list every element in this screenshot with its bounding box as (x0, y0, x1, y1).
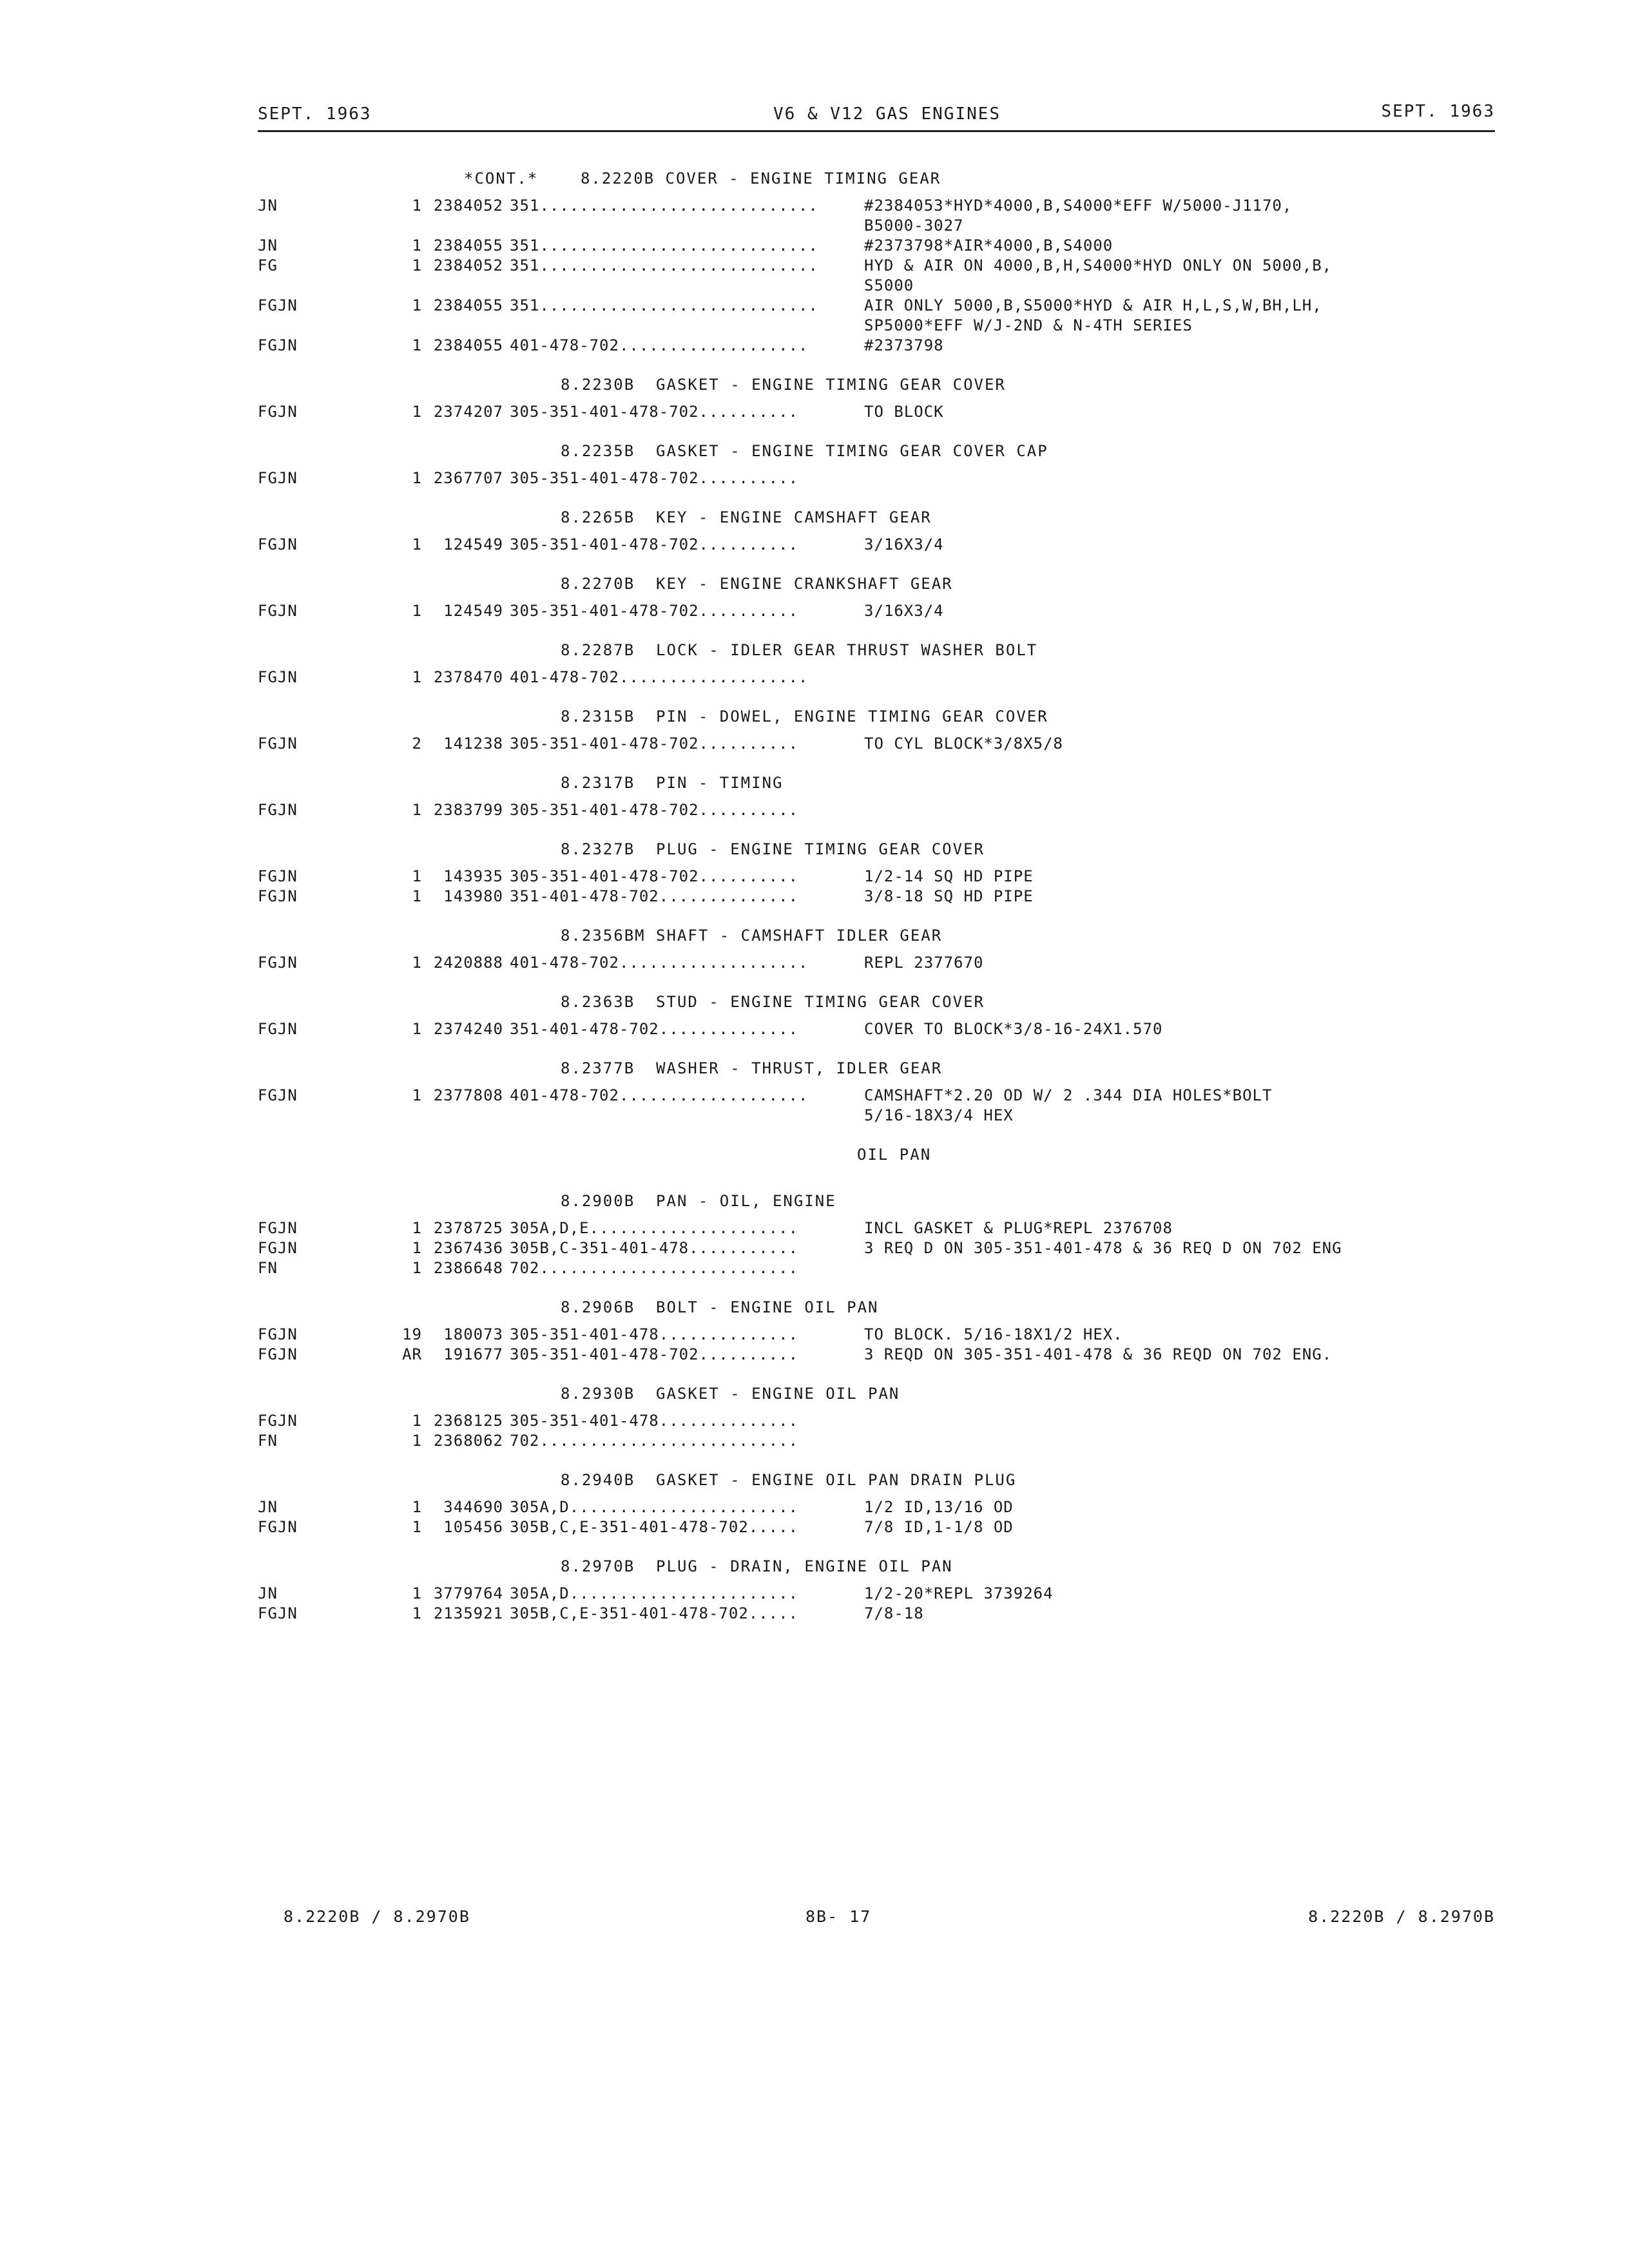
remarks: INCL GASKET & PLUG*REPL 2376708 (864, 1219, 1173, 1237)
parts-group (258, 1086, 1495, 1126)
quantity: 1 (412, 1432, 422, 1450)
application: 305-351-401-478-702.......... (510, 535, 799, 553)
part-row (258, 887, 1495, 907)
remarks: 3/16X3/4 (864, 535, 944, 553)
part-number: 141238 (443, 735, 503, 753)
part-number: 124549 (443, 602, 503, 620)
part-number: 143935 (443, 867, 503, 885)
quantity: 1 (412, 236, 422, 255)
part-row (258, 601, 1495, 621)
model-code: FGJN (258, 887, 298, 905)
model-code: FGJN (258, 801, 298, 819)
part-row (258, 1238, 1495, 1258)
part-row (258, 668, 1495, 687)
quantity: 1 (412, 197, 422, 215)
quantity: 1 (412, 1584, 422, 1602)
part-number: 2135921 (433, 1604, 503, 1622)
part-row (258, 1325, 1495, 1345)
section-heading: 8.2235B GASKET - ENGINE TIMING GEAR COVER CAP (561, 442, 1048, 460)
application: 401-478-702................... (510, 1086, 809, 1104)
remarks-continuation: B5000-3027 (864, 216, 964, 235)
model-code: FG (258, 256, 278, 274)
part-number: 105456 (443, 1518, 503, 1536)
remarks: 3 REQD ON 305-351-401-478 & 36 REQD ON 702 ENG. (864, 1345, 1333, 1363)
section-heading: 8.2265B KEY - ENGINE CAMSHAFT GEAR (561, 508, 932, 526)
application: 305-351-401-478-702.......... (510, 867, 799, 885)
quantity: 1 (412, 887, 422, 905)
remarks: TO BLOCK (864, 403, 944, 421)
model-code: JN (258, 236, 278, 255)
quantity: 1 (412, 801, 422, 819)
quantity: 1 (412, 1412, 422, 1430)
parts-group (258, 1584, 1495, 1624)
model-code: FGJN (258, 668, 298, 686)
quantity: 1 (412, 954, 422, 972)
section-heading: 8.2377B WASHER - THRUST, IDLER GEAR (561, 1059, 943, 1077)
application: 351-401-478-702.............. (510, 1020, 799, 1038)
quantity: 1 (412, 1259, 422, 1277)
application: 702.......................... (510, 1432, 799, 1450)
model-code: FGJN (258, 1219, 298, 1237)
remarks-continuation: 5/16-18X3/4 HEX (864, 1106, 1014, 1124)
model-code: FGJN (258, 1518, 298, 1536)
application: 351............................ (510, 236, 818, 255)
part-row (258, 734, 1495, 754)
part-number: 344690 (443, 1498, 503, 1516)
quantity: 1 (412, 296, 422, 314)
remarks: REPL 2377670 (864, 954, 984, 972)
part-row (258, 1019, 1495, 1039)
part-number: 2378725 (433, 1219, 503, 1237)
part-row (258, 1584, 1495, 1604)
remarks: AIR ONLY 5000,B,S5000*HYD & AIR H,L,S,W,BH,LH, (864, 296, 1322, 314)
part-number: 2384052 (433, 256, 503, 274)
quantity: 1 (412, 1219, 422, 1237)
part-number: 3779764 (433, 1584, 503, 1602)
application: 305-351-401-478-702.......... (510, 801, 799, 819)
part-number: 2367436 (433, 1239, 503, 1257)
page-footer (284, 1907, 1495, 1933)
part-number: 2377808 (433, 1086, 503, 1104)
part-row (258, 800, 1495, 820)
model-code: JN (258, 1584, 278, 1602)
page-number: 8B- 17 (805, 1907, 872, 1926)
quantity: 1 (412, 1604, 422, 1622)
quantity: 1 (412, 1518, 422, 1536)
quantity: AR (402, 1345, 422, 1363)
part-row (258, 953, 1495, 973)
parts-group (258, 1497, 1495, 1537)
remarks (864, 800, 1495, 820)
part-number: 2386648 (433, 1259, 503, 1277)
model-code: FGJN (258, 735, 298, 753)
application: 305B,C,E-351-401-478-702..... (510, 1518, 799, 1536)
application: 305-351-401-478-702.......... (510, 403, 799, 421)
model-code: JN (258, 1498, 278, 1516)
parts-group (258, 867, 1495, 907)
application: 305-351-401-478-702.......... (510, 469, 799, 487)
page-header (258, 102, 1495, 132)
part-number: 2368062 (433, 1432, 503, 1450)
model-code: JN (258, 197, 278, 215)
remarks: 7/8 ID,1-1/8 OD (864, 1518, 1014, 1536)
section-heading: 8.2363B STUD - ENGINE TIMING GEAR COVER (561, 993, 985, 1011)
part-number: 2368125 (433, 1412, 503, 1430)
parts-group (258, 734, 1495, 754)
part-row (258, 1604, 1495, 1624)
header-title: V6 & V12 GAS ENGINES (773, 104, 1001, 124)
remarks: COVER TO BLOCK*3/8-16-24X1.570 (864, 1020, 1163, 1038)
remarks: #2373798*AIR*4000,B,S4000 (864, 236, 1113, 255)
model-code: FGJN (258, 867, 298, 885)
quantity: 19 (402, 1325, 422, 1343)
remarks: 3/16X3/4 (864, 602, 944, 620)
part-row (258, 468, 1495, 488)
part-number: 2420888 (433, 954, 503, 972)
model-code: FGJN (258, 954, 298, 972)
model-code: FGJN (258, 469, 298, 487)
remarks (864, 1258, 1495, 1278)
application: 401-478-702................... (510, 668, 809, 686)
model-code: FN (258, 1259, 278, 1277)
section-heading: 8.2287B LOCK - IDLER GEAR THRUST WASHER BOLT (561, 641, 1038, 659)
parts-group (258, 601, 1495, 621)
remarks: HYD & AIR ON 4000,B,H,S4000*HYD ONLY ON 5000,B, (864, 256, 1333, 274)
section-heading: 8.2327B PLUG - ENGINE TIMING GEAR COVER (561, 840, 985, 858)
application: 305A,D....................... (510, 1498, 799, 1516)
section-heading: 8.2317B PIN - TIMING (561, 774, 784, 792)
section-heading: 8.2930B GASKET - ENGINE OIL PAN (561, 1385, 900, 1403)
application: 305B,C-351-401-478........... (510, 1239, 799, 1257)
part-row (258, 402, 1495, 422)
model-code: FGJN (258, 296, 298, 314)
application: 702.......................... (510, 1259, 799, 1277)
parts-group (258, 402, 1495, 422)
model-code: FGJN (258, 1239, 298, 1257)
section-heading: 8.2315B PIN - DOWEL, ENGINE TIMING GEAR COVER (561, 707, 1048, 726)
remarks: TO CYL BLOCK*3/8X5/8 (864, 735, 1063, 753)
application: 305A,D....................... (510, 1584, 799, 1602)
remarks-continuation: S5000 (864, 276, 914, 294)
part-number: 191677 (443, 1345, 503, 1363)
part-number: 2384055 (433, 236, 503, 255)
remarks (864, 468, 1495, 488)
model-code: FGJN (258, 1412, 298, 1430)
part-row (258, 196, 1495, 216)
part-row (258, 1497, 1495, 1517)
application: 305-351-401-478.............. (510, 1325, 799, 1343)
section-heading: 8.2970B PLUG - DRAIN, ENGINE OIL PAN (561, 1557, 953, 1575)
remarks: 7/8-18 (864, 1604, 924, 1622)
model-code: FGJN (258, 1345, 298, 1363)
quantity: 1 (412, 1498, 422, 1516)
remarks: CAMSHAFT*2.20 OD W/ 2 .344 DIA HOLES*BOLT (864, 1086, 1273, 1104)
quantity: 1 (412, 668, 422, 686)
parts-group (258, 953, 1495, 973)
part-number: 143980 (443, 887, 503, 905)
application: 351............................ (510, 197, 818, 215)
remarks (864, 668, 1495, 687)
quantity: 1 (412, 602, 422, 620)
application: 305-351-401-478-702.......... (510, 602, 799, 620)
part-row (258, 1086, 1495, 1106)
model-code: FGJN (258, 1325, 298, 1343)
section-heading: 8.2230B GASKET - ENGINE TIMING GEAR COVER (561, 376, 1006, 394)
remarks: 3 REQ D ON 305-351-401-478 & 36 REQ D ON 702 ENG (864, 1239, 1342, 1257)
section-heading: *CONT.* 8.2220B COVER - ENGINE TIMING GEAR (464, 169, 941, 187)
footer-range-right: 8.2220B / 8.2970B (1308, 1907, 1495, 1926)
model-code: FGJN (258, 1020, 298, 1038)
part-number: 2384055 (433, 296, 503, 314)
section-heading: 8.2356BM SHAFT - CAMSHAFT IDLER GEAR (561, 927, 943, 945)
quantity: 1 (412, 1020, 422, 1038)
application: 351-401-478-702.............. (510, 887, 799, 905)
remarks-continuation: SP5000*EFF W/J-2ND & N-4TH SERIES (864, 316, 1193, 334)
parts-group (258, 1019, 1495, 1039)
application: 401-478-702................... (510, 336, 809, 354)
part-number: 2383799 (433, 801, 503, 819)
parts-group (258, 800, 1495, 820)
part-row (258, 236, 1495, 256)
application: 305-351-401-478-702.......... (510, 1345, 799, 1363)
parts-group (258, 468, 1495, 488)
quantity: 1 (412, 1239, 422, 1257)
section-heading: 8.2940B GASKET - ENGINE OIL PAN DRAIN PLUG (561, 1471, 1017, 1489)
model-code: FGJN (258, 602, 298, 620)
part-number: 2384052 (433, 197, 503, 215)
quantity: 1 (412, 469, 422, 487)
section-heading: 8.2900B PAN - OIL, ENGINE (561, 1192, 836, 1210)
part-row (258, 1517, 1495, 1537)
model-code: FGJN (258, 535, 298, 553)
part-number: 2378470 (433, 668, 503, 686)
parts-group (258, 535, 1495, 555)
remarks: TO BLOCK. 5/16-18X1/2 HEX. (864, 1325, 1123, 1343)
quantity: 2 (412, 735, 422, 753)
section-heading: 8.2906B BOLT - ENGINE OIL PAN (561, 1298, 879, 1316)
part-number: 124549 (443, 535, 503, 553)
parts-group (258, 1411, 1495, 1451)
application: 351............................ (510, 296, 818, 314)
application: 305-351-401-478-702.......... (510, 735, 799, 753)
part-row (258, 535, 1495, 555)
part-row (258, 1431, 1495, 1451)
quantity: 1 (412, 1086, 422, 1104)
remarks: 1/2 ID,13/16 OD (864, 1498, 1014, 1516)
application: 401-478-702................... (510, 954, 809, 972)
part-row (258, 256, 1495, 276)
application: 305A,D,E..................... (510, 1219, 799, 1237)
parts-list (258, 161, 1495, 1635)
model-code: FN (258, 1432, 278, 1450)
header-date-right: SEPT. 1963 (1381, 102, 1495, 121)
part-number: 180073 (443, 1325, 503, 1343)
quantity: 1 (412, 867, 422, 885)
parts-group (258, 668, 1495, 687)
model-code: FGJN (258, 1604, 298, 1622)
quantity: 1 (412, 256, 422, 274)
part-row (258, 1411, 1495, 1431)
quantity: 1 (412, 403, 422, 421)
parts-group (258, 1218, 1495, 1278)
footer-range-left: 8.2220B / 8.2970B (284, 1907, 470, 1926)
part-row (258, 1258, 1495, 1278)
part-number: 2367707 (433, 469, 503, 487)
parts-group (258, 196, 1495, 356)
part-row (258, 1218, 1495, 1238)
model-code: FGJN (258, 336, 298, 354)
model-code: FGJN (258, 403, 298, 421)
part-row (258, 867, 1495, 887)
part-row (258, 296, 1495, 316)
quantity: 1 (412, 535, 422, 553)
header-date-left: SEPT. 1963 (258, 104, 372, 124)
application: 351............................ (510, 256, 818, 274)
part-row (258, 336, 1495, 356)
remarks: #2373798 (864, 336, 944, 354)
remarks: 3/8-18 SQ HD PIPE (864, 887, 1034, 905)
section-heading: 8.2270B KEY - ENGINE CRANKSHAFT GEAR (561, 575, 953, 593)
section-heading: OIL PAN (857, 1146, 932, 1164)
remarks (864, 1411, 1495, 1431)
part-number: 2384055 (433, 336, 503, 354)
application: 305-351-401-478.............. (510, 1412, 799, 1430)
model-code: FGJN (258, 1086, 298, 1104)
parts-group (258, 1325, 1495, 1365)
remarks: 1/2-14 SQ HD PIPE (864, 867, 1034, 885)
part-row (258, 1345, 1495, 1365)
part-number: 2374207 (433, 403, 503, 421)
remarks: 1/2-20*REPL 3739264 (864, 1584, 1054, 1602)
remarks (864, 1431, 1495, 1451)
part-number: 2374240 (433, 1020, 503, 1038)
application: 305B,C,E-351-401-478-702..... (510, 1604, 799, 1622)
remarks: #2384053*HYD*4000,B,S4000*EFF W/5000-J1170, (864, 197, 1293, 215)
quantity: 1 (412, 336, 422, 354)
